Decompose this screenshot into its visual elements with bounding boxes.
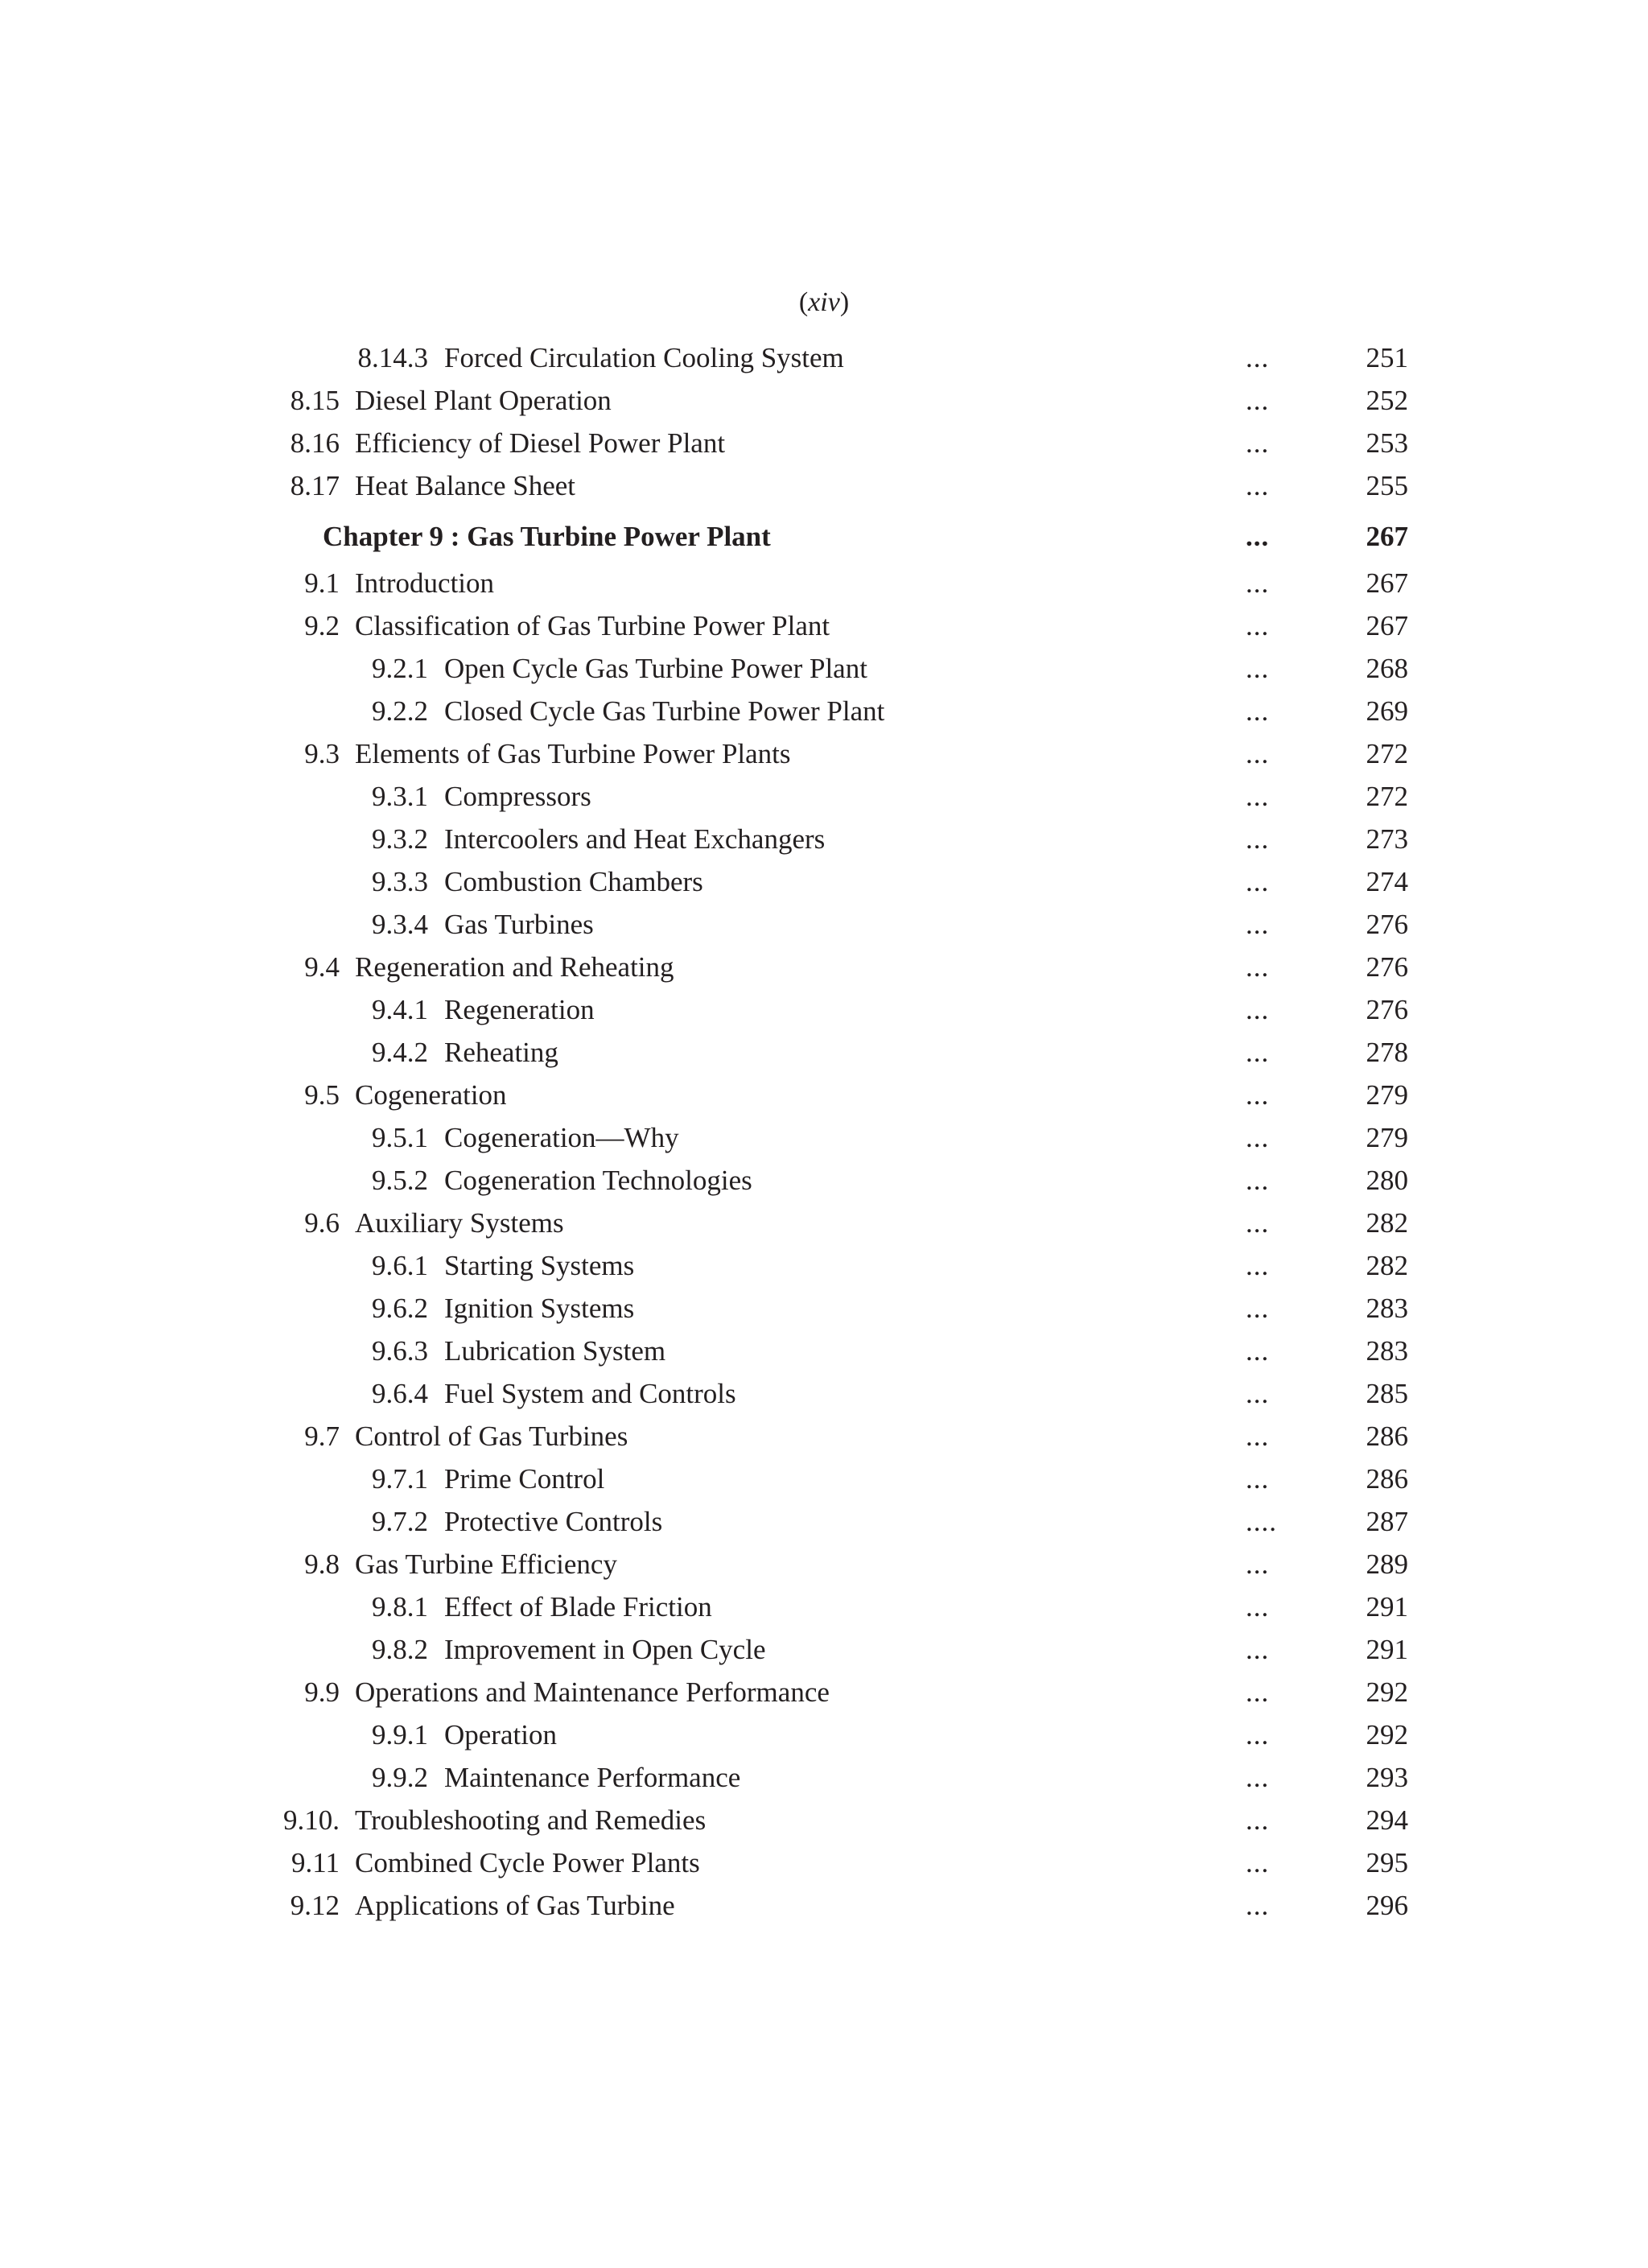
toc-leader-dots: ... xyxy=(1246,1463,1270,1495)
toc-leader-dots: ... xyxy=(1246,567,1270,599)
toc-page-number: 267 xyxy=(1366,521,1408,552)
toc-page-number: 255 xyxy=(1366,470,1408,501)
toc-entry xyxy=(0,647,1648,690)
toc-entry xyxy=(0,1586,1648,1628)
toc-section-number: 9.6.2 xyxy=(372,1293,428,1324)
toc-entry xyxy=(0,1031,1648,1074)
toc-leader-dots: ... xyxy=(1246,610,1270,641)
toc-section-title: Troubleshooting and Remedies xyxy=(355,1804,707,1836)
toc-section-title: Ignition Systems xyxy=(444,1293,635,1324)
toc-entry xyxy=(0,860,1648,903)
toc-entry xyxy=(0,1116,1648,1159)
toc-entry xyxy=(0,690,1648,732)
toc-leader-dots: ... xyxy=(1246,470,1270,501)
toc-leader-dots: ... xyxy=(1246,1548,1270,1580)
toc-section-number: 9.3.3 xyxy=(372,866,428,897)
toc-section-number: 9.3 xyxy=(304,738,340,769)
toc-section-number: 9.3.1 xyxy=(372,781,428,812)
toc-leader-dots: ... xyxy=(1246,1122,1270,1153)
toc-entry xyxy=(0,1799,1648,1841)
toc-entry xyxy=(0,1074,1648,1116)
toc-entry xyxy=(0,1543,1648,1586)
toc-section-number: 9.11 xyxy=(291,1847,340,1878)
toc-entry xyxy=(0,988,1648,1031)
toc-section-title: Operation xyxy=(444,1719,557,1750)
toc-section-number: 9.2 xyxy=(304,610,340,641)
toc-section-title: Cogeneration xyxy=(355,1079,507,1111)
toc-section-title: Gas Turbine Efficiency xyxy=(355,1548,617,1580)
toc-leader-dots: ... xyxy=(1246,342,1270,373)
toc-section-number: 8.14.3 xyxy=(357,342,428,373)
toc-leader-dots: ... xyxy=(1246,1293,1270,1324)
toc-section-number: 9.1 xyxy=(304,567,340,599)
toc-section-number: 9.2.2 xyxy=(372,695,428,727)
toc-section-title: Effect of Blade Friction xyxy=(444,1591,712,1623)
toc-leader-dots: ... xyxy=(1246,909,1270,940)
toc-entry xyxy=(0,1415,1648,1458)
toc-section-number: 8.16 xyxy=(290,427,340,459)
toc-page-number: 286 xyxy=(1366,1421,1408,1452)
toc-leader-dots: ... xyxy=(1246,1676,1270,1708)
toc-section-number: 9.8 xyxy=(304,1548,340,1580)
toc-page-number: 276 xyxy=(1366,909,1408,940)
toc-section-title: Efficiency of Diesel Power Plant xyxy=(355,427,726,459)
toc-section-number: 9.4.1 xyxy=(372,994,428,1025)
toc-leader-dots: ... xyxy=(1246,1719,1270,1750)
toc-section-number: 9.6.1 xyxy=(372,1250,428,1281)
toc-section-title: Auxiliary Systems xyxy=(355,1207,564,1239)
toc-page-number: 279 xyxy=(1366,1079,1408,1111)
toc-leader-dots: ... xyxy=(1246,738,1270,769)
toc-entry xyxy=(0,818,1648,860)
toc-page-number: 292 xyxy=(1366,1719,1408,1750)
toc-entry xyxy=(0,1756,1648,1799)
toc-leader-dots: ... xyxy=(1246,1079,1270,1111)
toc-entry xyxy=(0,1500,1648,1543)
toc-leader-dots: ... xyxy=(1246,823,1270,855)
toc-section-number: 8.17 xyxy=(290,470,340,501)
toc-page-number: 282 xyxy=(1366,1207,1408,1239)
toc-section-number: 9.9 xyxy=(304,1676,340,1708)
toc-entry xyxy=(0,422,1648,464)
toc-page-number: 269 xyxy=(1366,695,1408,727)
toc-section-title: Open Cycle Gas Turbine Power Plant xyxy=(444,653,867,684)
toc-section-title: Combustion Chambers xyxy=(444,866,703,897)
toc-section-number: 9.8.2 xyxy=(372,1634,428,1665)
toc-page-number: 272 xyxy=(1366,781,1408,812)
toc-page-number: 276 xyxy=(1366,994,1408,1025)
toc-section-title: Starting Systems xyxy=(444,1250,635,1281)
toc-leader-dots: ... xyxy=(1246,521,1270,552)
toc-page-number: 282 xyxy=(1366,1250,1408,1281)
toc-section-number: 9.7 xyxy=(304,1421,340,1452)
toc-section-number: 9.10. xyxy=(283,1804,340,1836)
toc-page-number: 280 xyxy=(1366,1165,1408,1196)
toc-section-title: Reheating xyxy=(444,1037,558,1068)
toc-leader-dots: ... xyxy=(1246,951,1270,983)
toc-leader-dots: ... xyxy=(1246,1378,1270,1409)
toc-entry xyxy=(0,732,1648,775)
toc-page-number: 268 xyxy=(1366,653,1408,684)
toc-section-number: 9.5 xyxy=(304,1079,340,1111)
toc-page-number: 286 xyxy=(1366,1463,1408,1495)
toc-leader-dots: ... xyxy=(1246,1421,1270,1452)
toc-leader-dots: ... xyxy=(1246,695,1270,727)
toc-leader-dots: ... xyxy=(1246,781,1270,812)
toc-entry xyxy=(0,1372,1648,1415)
toc-section-title: Lubrication System xyxy=(444,1335,666,1367)
toc-leader-dots: ... xyxy=(1246,866,1270,897)
toc-section-title: Compressors xyxy=(444,781,591,812)
toc-page-number: 278 xyxy=(1366,1037,1408,1068)
toc-page-number: 296 xyxy=(1366,1890,1408,1921)
toc-page-number: 251 xyxy=(1366,342,1408,373)
toc-section-number: 9.4.2 xyxy=(372,1037,428,1068)
toc-entry xyxy=(0,1330,1648,1372)
table-of-contents xyxy=(0,336,1648,1927)
toc-section-title: Combined Cycle Power Plants xyxy=(355,1847,700,1878)
toc-section-title: Operations and Maintenance Performance xyxy=(355,1676,830,1708)
toc-page-number: 287 xyxy=(1366,1506,1408,1537)
toc-section-title: Gas Turbines xyxy=(444,909,594,940)
toc-page-number: 273 xyxy=(1366,823,1408,855)
toc-page-number: 285 xyxy=(1366,1378,1408,1409)
toc-section-title: Improvement in Open Cycle xyxy=(444,1634,766,1665)
toc-section-title: Introduction xyxy=(355,567,495,599)
toc-page-number: 291 xyxy=(1366,1634,1408,1665)
toc-leader-dots: ... xyxy=(1246,1165,1270,1196)
toc-section-number: 9.5.2 xyxy=(372,1165,428,1196)
toc-page-number: 283 xyxy=(1366,1335,1408,1367)
toc-leader-dots: ... xyxy=(1246,1634,1270,1665)
toc-leader-dots: ... xyxy=(1246,1591,1270,1623)
toc-leader-dots: ... xyxy=(1246,1250,1270,1281)
toc-section-title: Intercoolers and Heat Exchangers xyxy=(444,823,826,855)
toc-page-number: 293 xyxy=(1366,1762,1408,1793)
toc-section-title: Diesel Plant Operation xyxy=(355,385,612,416)
toc-entry xyxy=(0,464,1648,507)
toc-entry xyxy=(0,1244,1648,1287)
toc-entry xyxy=(0,1458,1648,1500)
toc-page-number: 292 xyxy=(1366,1676,1408,1708)
toc-section-title: Regeneration and Reheating xyxy=(355,951,674,983)
toc-section-number: 9.9.2 xyxy=(372,1762,428,1793)
toc-page-number: 279 xyxy=(1366,1122,1408,1153)
toc-entry xyxy=(0,1713,1648,1756)
toc-section-number: 9.7.2 xyxy=(372,1506,428,1537)
toc-section-number: 8.15 xyxy=(290,385,340,416)
toc-leader-dots: ... xyxy=(1246,1762,1270,1793)
toc-section-title: Maintenance Performance xyxy=(444,1762,741,1793)
toc-section-title: Forced Circulation Cooling System xyxy=(444,342,844,373)
toc-section-number: 9.6.4 xyxy=(372,1378,428,1409)
toc-section-title: Heat Balance Sheet xyxy=(355,470,576,501)
toc-entry xyxy=(0,946,1648,988)
toc-section-number: 9.6 xyxy=(304,1207,340,1239)
toc-leader-dots: .... xyxy=(1246,1506,1277,1537)
toc-page-number: 272 xyxy=(1366,738,1408,769)
toc-page-number: 289 xyxy=(1366,1548,1408,1580)
toc-section-title: Closed Cycle Gas Turbine Power Plant xyxy=(444,695,885,727)
toc-section-title: Cogeneration—Why xyxy=(444,1122,679,1153)
toc-section-number: 9.6.3 xyxy=(372,1335,428,1367)
toc-section-title: Control of Gas Turbines xyxy=(355,1421,628,1452)
toc-section-title: Protective Controls xyxy=(444,1506,663,1537)
toc-section-number: 9.5.1 xyxy=(372,1122,428,1153)
toc-leader-dots: ... xyxy=(1246,1207,1270,1239)
toc-section-title: Cogeneration Technologies xyxy=(444,1165,752,1196)
toc-section-title: Classification of Gas Turbine Power Plant xyxy=(355,610,830,641)
toc-section-title: Prime Control xyxy=(444,1463,605,1495)
toc-section-number: 9.8.1 xyxy=(372,1591,428,1623)
toc-entry xyxy=(0,1202,1648,1244)
toc-leader-dots: ... xyxy=(1246,1335,1270,1367)
toc-leader-dots: ... xyxy=(1246,994,1270,1025)
page-number: (xiv) xyxy=(798,287,850,317)
toc-leader-dots: ... xyxy=(1246,1847,1270,1878)
toc-entry xyxy=(0,379,1648,422)
toc-entry xyxy=(0,1628,1648,1671)
toc-section-title: Regeneration xyxy=(444,994,595,1025)
toc-entry xyxy=(0,1671,1648,1713)
toc-entry xyxy=(0,1841,1648,1884)
toc-page-number: 295 xyxy=(1366,1847,1408,1878)
toc-section-number: 9.12 xyxy=(290,1890,340,1921)
toc-page-number: 253 xyxy=(1366,427,1408,459)
toc-page-number: 267 xyxy=(1366,610,1408,641)
toc-page-number: 276 xyxy=(1366,951,1408,983)
toc-leader-dots: ... xyxy=(1246,427,1270,459)
toc-section-number: 9.4 xyxy=(304,951,340,983)
toc-entry xyxy=(0,775,1648,818)
toc-section-title: Elements of Gas Turbine Power Plants xyxy=(355,738,791,769)
toc-leader-dots: ... xyxy=(1246,653,1270,684)
toc-section-title: Applications of Gas Turbine xyxy=(355,1890,675,1921)
toc-section-number: 9.2.1 xyxy=(372,653,428,684)
toc-section-title: Fuel System and Controls xyxy=(444,1378,736,1409)
toc-section-number: 9.9.1 xyxy=(372,1719,428,1750)
toc-leader-dots: ... xyxy=(1246,1890,1270,1921)
toc-section-title: Chapter 9 : Gas Turbine Power Plant xyxy=(323,521,771,552)
toc-page-number: 267 xyxy=(1366,567,1408,599)
toc-page-number: 274 xyxy=(1366,866,1408,897)
toc-entry xyxy=(0,1884,1648,1927)
toc-page-number: 252 xyxy=(1366,385,1408,416)
toc-leader-dots: ... xyxy=(1246,1804,1270,1836)
toc-entry xyxy=(0,903,1648,946)
toc-section-number: 9.7.1 xyxy=(372,1463,428,1495)
toc-leader-dots: ... xyxy=(1246,385,1270,416)
toc-section-number: 9.3.4 xyxy=(372,909,428,940)
toc-page-number: 283 xyxy=(1366,1293,1408,1324)
toc-page-number: 294 xyxy=(1366,1804,1408,1836)
toc-section-number: 9.3.2 xyxy=(372,823,428,855)
toc-page-number: 291 xyxy=(1366,1591,1408,1623)
toc-entry xyxy=(0,562,1648,604)
toc-leader-dots: ... xyxy=(1246,1037,1270,1068)
toc-entry xyxy=(0,336,1648,379)
toc-entry xyxy=(0,1287,1648,1330)
toc-chapter-heading xyxy=(0,507,1648,567)
toc-entry xyxy=(0,1159,1648,1202)
toc-entry xyxy=(0,604,1648,647)
